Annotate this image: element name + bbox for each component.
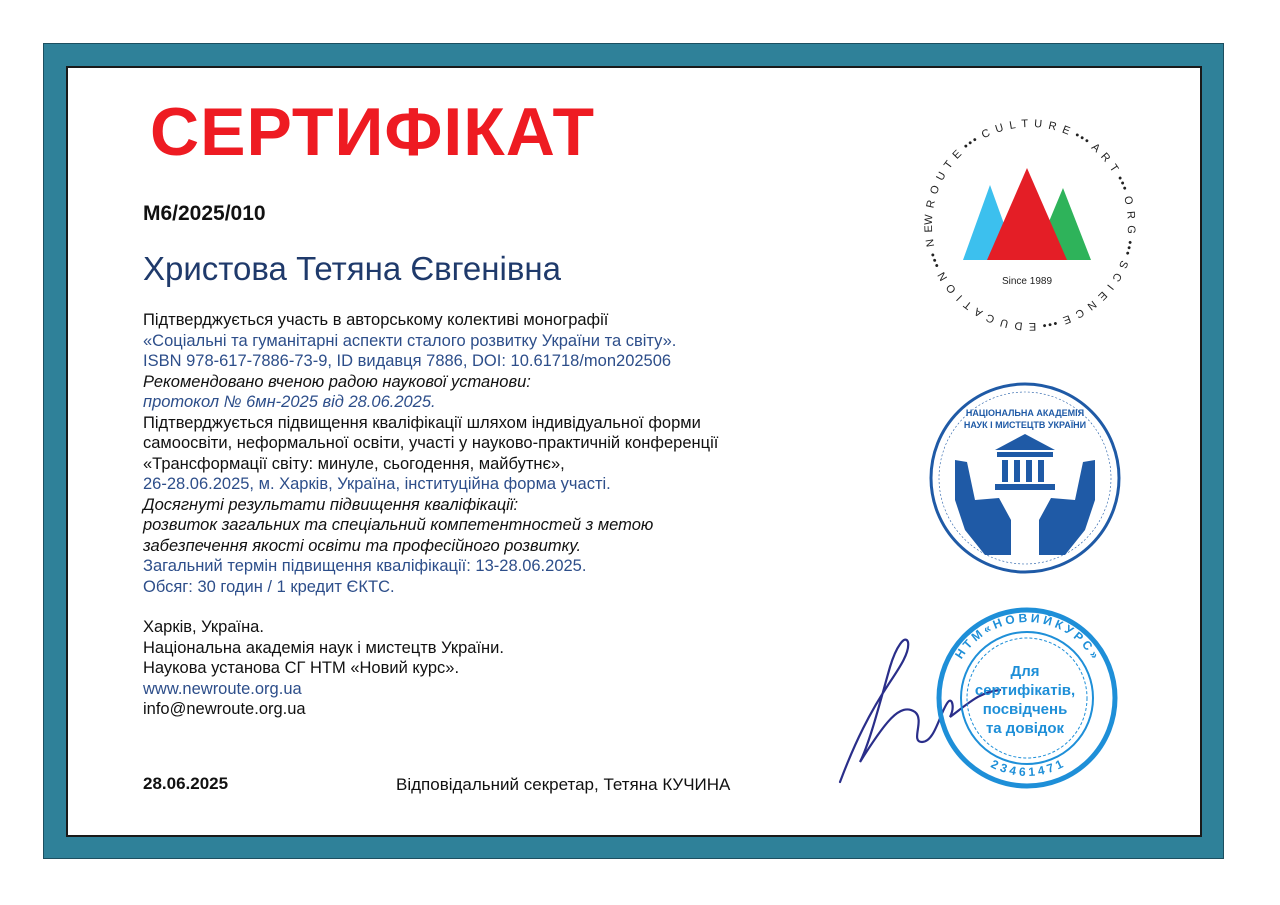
newroute-logo [915, 110, 1145, 340]
academy-name-line1: НАЦІОНАЛЬНА АКАДЕМІЯ [965, 408, 1085, 418]
footer-city: Харків, Україна. [143, 618, 264, 636]
conference-details: 26-28.06.2025, м. Харків, Україна, інституційна форма участі. [143, 475, 611, 493]
newroute-since-text: Since 1989 [1001, 276, 1053, 287]
body-line: Рекомендовано вченою радою наукової установи: [143, 372, 531, 391]
footer-website-link[interactable]: www.newroute.org.ua [143, 679, 302, 698]
svg-text:Н Т М « Н О В И Й К У Р С » [952, 611, 1102, 662]
seal-line: Для [1010, 663, 1040, 680]
academy-logo [915, 380, 1135, 580]
term-line: Загальний термін підвищення кваліфікації: 13-28.06.2025. [143, 557, 587, 575]
certificate-number: M6/2025/010 [143, 202, 266, 225]
seal-line: сертифікатів, [974, 682, 1076, 699]
body-line: забезпечення якості освіти та професійного розвитку. [143, 536, 582, 555]
footer-email-link[interactable]: info@newroute.org.ua [143, 700, 306, 718]
issue-date: 28.06.2025 [143, 774, 229, 793]
certificate-body [143, 310, 843, 720]
body-line: розвиток загальних та спеціальний компетентностей з метою [143, 516, 654, 534]
volume-line: Обсяг: 30 годин / 1 кредит ЄКТС. [143, 577, 395, 596]
monograph-title: «Соціальні та гуманітарні аспекти сталого розвитку України та світу». [143, 331, 677, 350]
seal-line: посвідчень [982, 701, 1068, 718]
seal-ring-top: Н Т М « Н О В И Й К У Р С » [952, 610, 1102, 662]
footer-academy: Національна академія наук і мистецтв України. [143, 638, 504, 657]
seal-line: та довідок [985, 720, 1065, 737]
seal-ring-bottom: 2 3 4 6 1 4 7 1 [988, 756, 1066, 780]
conference-title: «Трансформації світу: минуле, сьогодення, майбутнє», [143, 454, 565, 473]
isbn-line: ISBN 978-617-7886-73-9, ID видавця 7886, DOI: 10.61718/mon202506 [143, 352, 672, 370]
newroute-ring-text: W R O U T E ••• C U L T U R E ••• A R T ••• O R G ••• S C I E N C E ••• E D U C A T I O N ••• N E [922, 117, 1138, 333]
body-line: Підтверджується участь в авторському колективі монографії [143, 311, 609, 329]
svg-text:2 3 4 6 1 4 7 1 [989, 757, 1066, 779]
body-line: самоосвіти, неформальної освіти, участі у науково-практичній конференції [143, 434, 719, 452]
secretary-signature-line: Відповідальний секретар, Тетяна КУЧИНА [396, 775, 731, 794]
recipient-name: Христова Тетяна Євгенівна [143, 250, 561, 287]
footer-institution: Наукова установа СГ НТМ «Новий курс». [143, 659, 460, 677]
certificate-title: СЕРТИФІКАТ [150, 94, 596, 170]
body-line: Досягнуті результати підвищення кваліфікації: [143, 495, 519, 514]
seal-center-text [965, 662, 1085, 738]
academy-name-line2: НАУК І МИСТЕЦТВ УКРАЇНИ [963, 420, 1087, 430]
body-line: Підтверджується підвищення кваліфікації шляхом індивідуальної форми [143, 413, 701, 432]
protocol-line: протокол № 6мн-2025 від 28.06.2025. [143, 393, 436, 411]
